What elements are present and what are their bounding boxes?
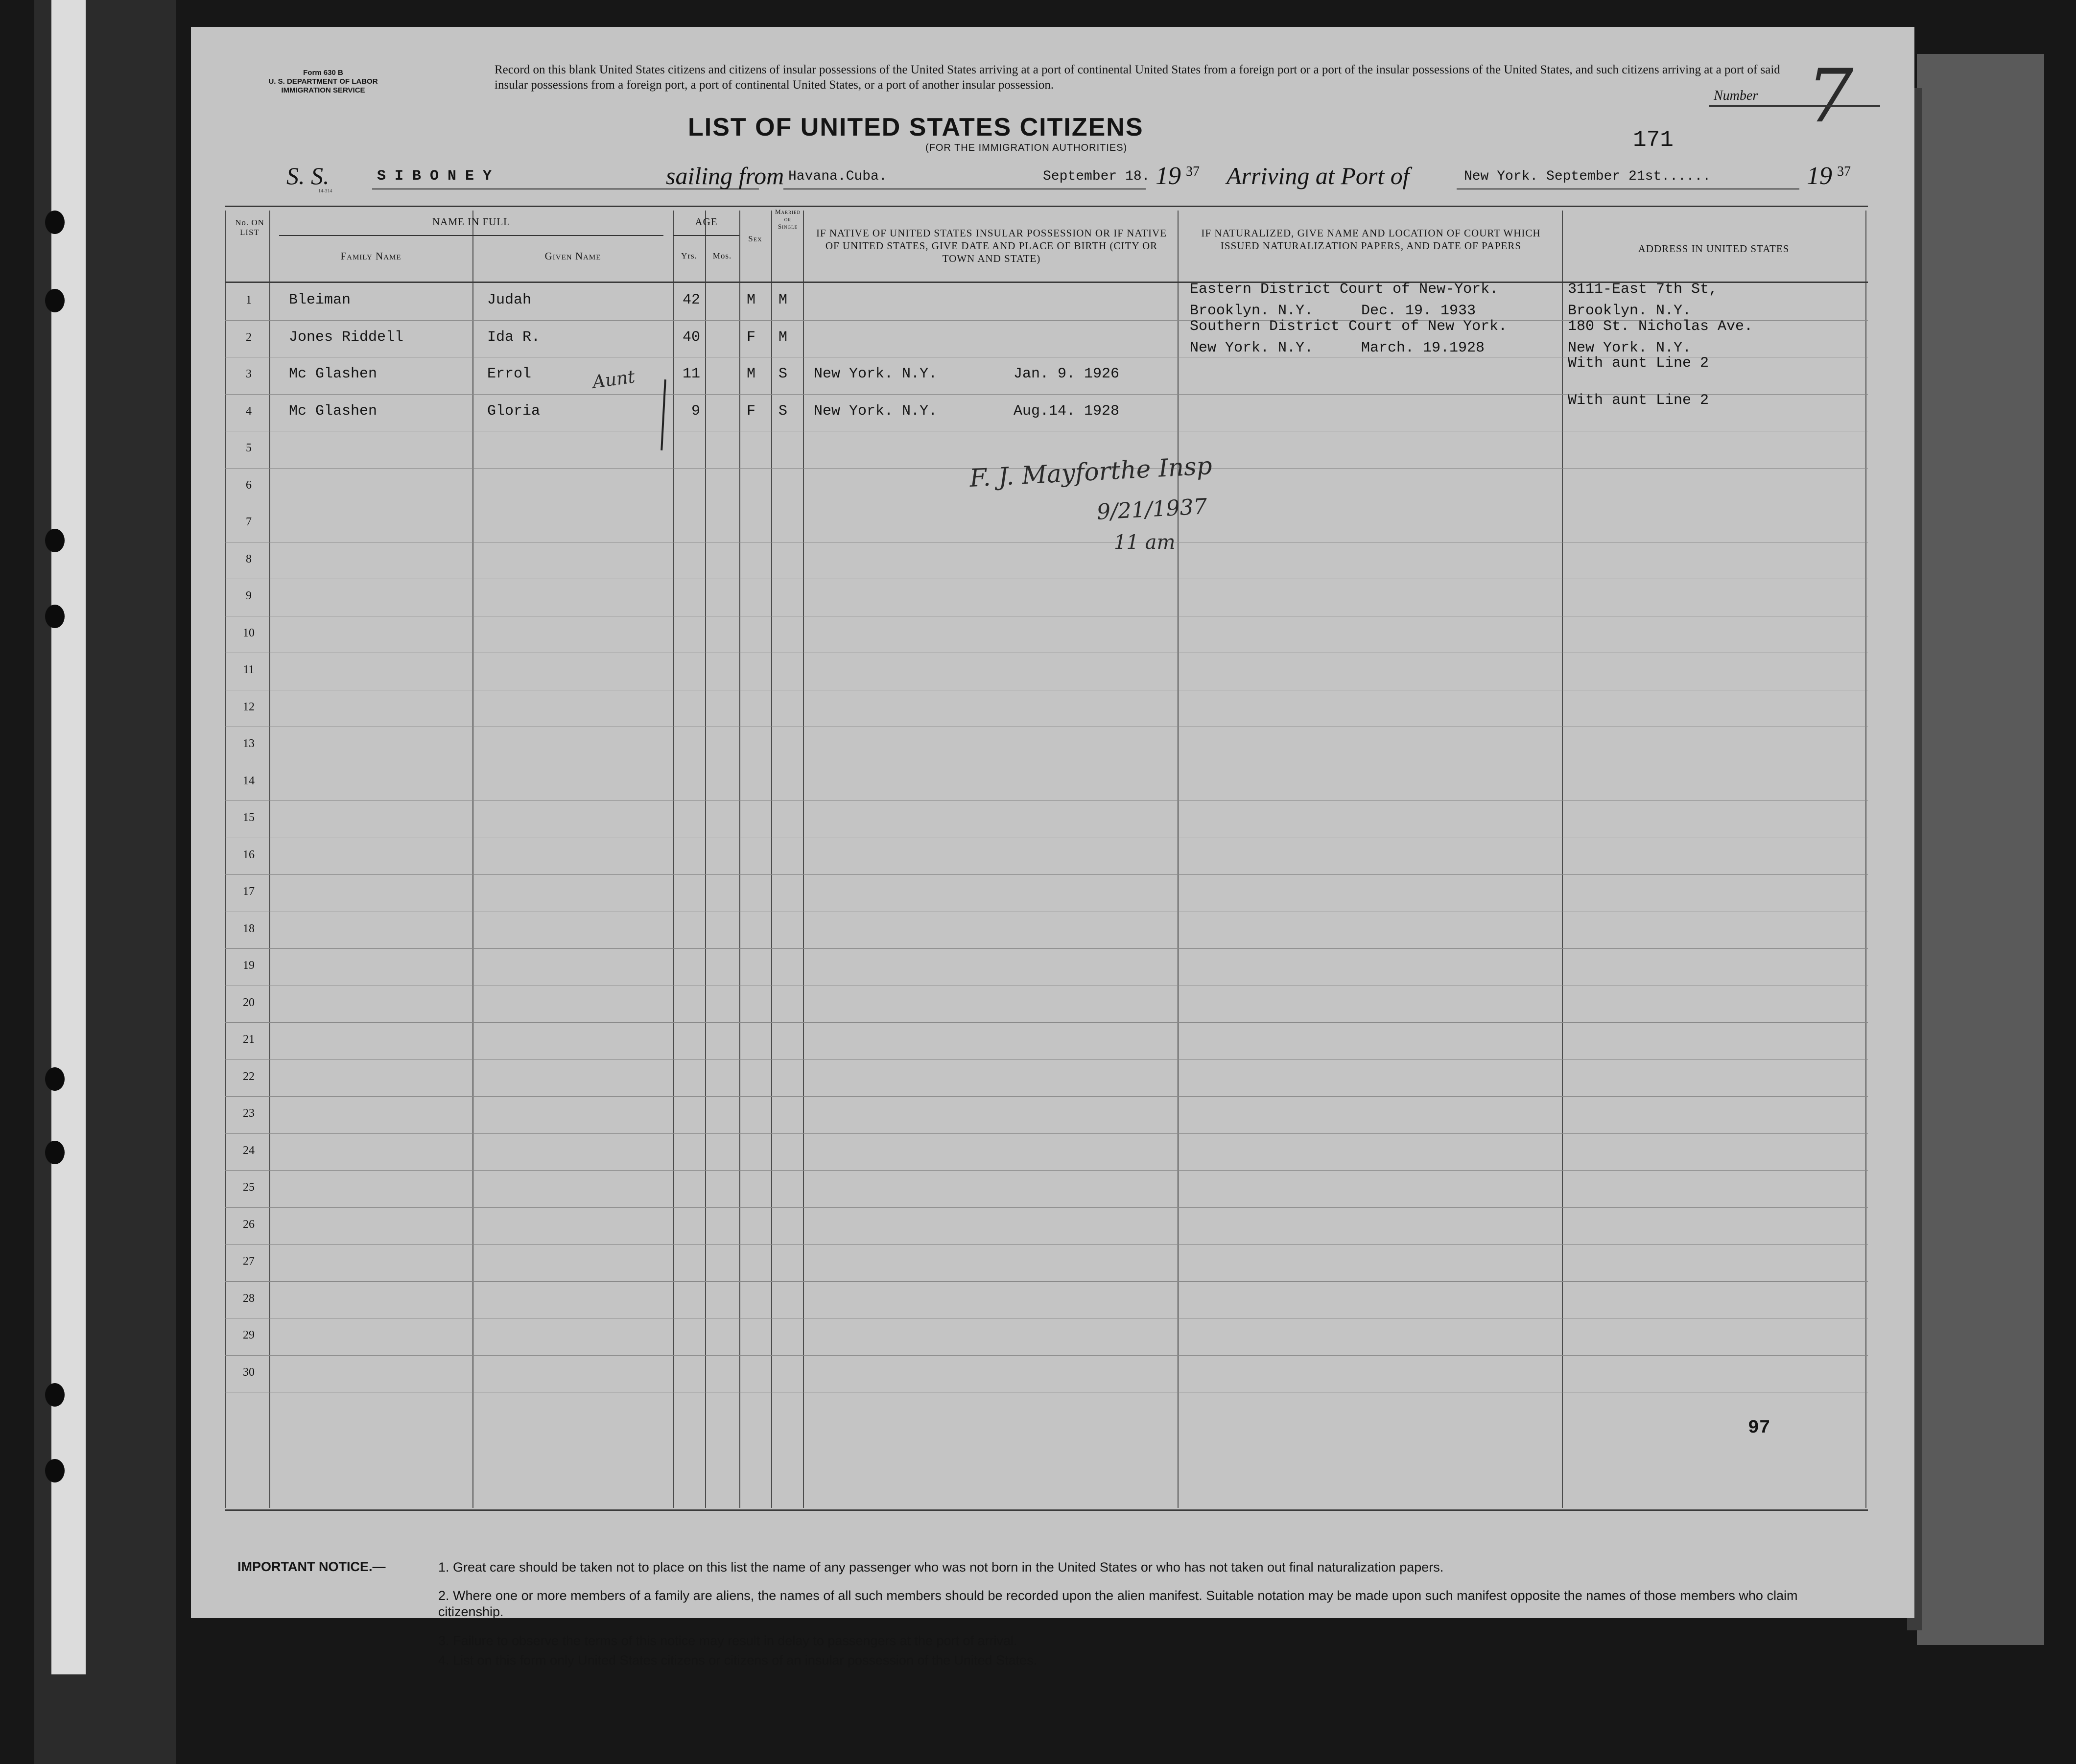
arrival-year-suffix: 37	[1837, 164, 1851, 179]
inspection-time: 11 am	[1114, 531, 1176, 554]
passenger-marital: S	[778, 366, 788, 382]
punch-hole	[45, 529, 65, 552]
passenger-sex: M	[747, 292, 756, 308]
header-married-single: Married or Single	[775, 208, 801, 230]
header-sex: Sex	[748, 234, 762, 243]
form-identification	[250, 69, 397, 95]
passenger-marital: M	[778, 329, 788, 346]
row-number: 23	[243, 1107, 255, 1120]
name-subrule	[279, 235, 663, 236]
row-rule	[225, 1281, 1868, 1282]
page-edge	[1917, 54, 2044, 1645]
row-number: 26	[243, 1218, 255, 1231]
notice-heading: IMPORTANT NOTICE.—	[237, 1559, 386, 1574]
printer-line: 14-314	[318, 188, 332, 194]
row-number: 7	[246, 516, 252, 528]
from-underline	[783, 188, 1146, 189]
number-underline	[1709, 105, 1880, 107]
passenger-address1: 180 St. Nicholas Ave.	[1568, 318, 1753, 335]
notice-item-3: 3. Failure to observe the terms of this notice may result in delay to passengers at the port of arrival.	[438, 1633, 1017, 1648]
col-divider	[1865, 211, 1866, 1508]
notice-item-1: 1. Great care should be taken not to place on this list the name of any passenger who was not born in the United States or who has not taken out final naturalization papers.	[438, 1560, 1444, 1575]
passenger-family: Jones Riddell	[289, 329, 404, 346]
punch-hole	[45, 605, 65, 628]
passenger-birthplace: New York. N.Y.	[814, 402, 938, 420]
punch-hole	[45, 211, 65, 234]
col-divider	[739, 211, 740, 1508]
page-subtitle: (FOR THE IMMIGRATION AUTHORITIES)	[925, 142, 1128, 153]
passenger-court: Southern District Court of New York.	[1190, 318, 1508, 335]
passenger-given: Errol	[487, 366, 532, 382]
col-divider	[472, 211, 473, 1508]
punch-hole	[45, 1383, 65, 1407]
departure-year-prefix: 19	[1156, 162, 1181, 190]
ss-label: S. S.	[286, 162, 330, 189]
age-subrule	[673, 235, 739, 236]
header-yrs: Yrs.	[681, 251, 697, 260]
form-number: Form 630 B	[303, 69, 343, 77]
passenger-family: Bleiman	[289, 292, 351, 308]
aunt-annotation: Aunt	[591, 367, 637, 393]
row-rule	[225, 1022, 1868, 1023]
col-divider	[1178, 211, 1179, 1508]
passenger-address1: With aunt Line 2	[1568, 355, 1709, 372]
passenger-birthdate: Aug.14. 1928	[1014, 402, 1120, 420]
number-value: 7	[1807, 54, 1854, 139]
row-number: 22	[243, 1070, 255, 1083]
sailing-label: sailing from	[666, 162, 784, 189]
passenger-court-date: March. 19.1928	[1361, 339, 1485, 356]
row-number: 5	[246, 442, 252, 454]
row-number: 3	[246, 368, 252, 380]
number-label: Number	[1714, 88, 1758, 103]
header-native: IF NATIVE OF UNITED STATES INSULAR POSSESSION OR IF NATIVE OF UNITED STATES, GIVE DATE AND PLACE OF BIRTH (CITY OR TOWN AND STATE)	[816, 227, 1167, 264]
punch-hole	[45, 1459, 65, 1482]
row-number: 30	[243, 1365, 255, 1379]
row-number: 1	[246, 294, 252, 306]
passenger-address2: Brooklyn. N.Y.	[1568, 303, 1692, 319]
row-number: 13	[243, 737, 255, 750]
row-number: 12	[243, 700, 255, 713]
passenger-yrs: 42	[682, 292, 700, 308]
passenger-marital: S	[778, 402, 788, 420]
row-rule	[225, 948, 1868, 949]
header-family-name: Family Name	[340, 250, 401, 262]
row-number: 8	[246, 552, 252, 565]
notice-item-2: 2. Where one or more members of a family are aliens, the names of all such members should be recorded upon the alien manifest. Suitable notation may be made upon such manifest opposite the names of those members who claim citizenship.	[438, 1588, 1798, 1619]
row-number: 28	[243, 1292, 255, 1305]
passenger-marital: M	[778, 292, 788, 308]
passenger-birthdate: Jan. 9. 1926	[1014, 366, 1120, 382]
passenger-address1: 3111-East 7th St,	[1568, 281, 1718, 298]
row-number: 29	[243, 1329, 255, 1341]
row-rule	[225, 1244, 1868, 1245]
departure-year-suffix: 37	[1186, 164, 1200, 179]
manifest-sheet	[191, 27, 1914, 1668]
row-number: 25	[243, 1181, 255, 1194]
passenger-address1: With aunt Line 2	[1568, 392, 1709, 409]
punch-hole	[45, 289, 65, 312]
row-number: 18	[243, 922, 255, 935]
row-rule	[225, 1096, 1868, 1097]
passenger-sex: F	[747, 329, 756, 346]
passenger-sex: M	[747, 366, 756, 382]
row-number: 27	[243, 1255, 255, 1268]
row-number: 9	[246, 589, 252, 602]
page-title: LIST OF UNITED STATES CITIZENS	[688, 113, 1144, 141]
header-mos: Mos.	[712, 251, 732, 260]
arrival-year-prefix: 19	[1807, 162, 1832, 190]
row-number: 16	[243, 848, 255, 861]
passenger-address2: New York. N.Y.	[1568, 339, 1692, 356]
row-number: 14	[243, 774, 255, 787]
passenger-sex: F	[747, 402, 756, 420]
col-divider	[673, 211, 674, 1508]
row-rule	[225, 1133, 1868, 1134]
row-number: 11	[243, 663, 255, 676]
passenger-court-date: Dec. 19. 1933	[1361, 303, 1476, 319]
record-note: Record on this blank United States citizens and citizens of insular possessions of the United States arriving at a port of continental United States from a foreign port or a port of the insular possessions of the United States, and such citizens arriving at a port of said insular possessions from a foreign port, a port of continental United States, or a port of another insular possession.	[495, 63, 1780, 92]
passenger-court: Eastern District Court of New-York.	[1190, 281, 1499, 298]
arrival-port-date: New York. September 21st......	[1464, 169, 1711, 184]
col-divider	[771, 211, 772, 1508]
col-divider	[1562, 211, 1563, 1508]
punch-hole	[45, 1141, 65, 1164]
binding-strip	[51, 0, 86, 1674]
passenger-given: Ida R.	[487, 329, 541, 346]
row-rule	[225, 1355, 1868, 1356]
row-number: 4	[246, 404, 252, 418]
header-no-on-list: No. ON LIST	[235, 218, 264, 237]
passenger-given: Judah	[487, 292, 532, 308]
header-name-in-full: NAME IN FULL	[432, 216, 510, 228]
row-rule	[225, 800, 1868, 801]
header-given-name: Given Name	[544, 250, 601, 262]
departure-date: September 18.	[1043, 169, 1150, 184]
row-number: 17	[243, 885, 255, 898]
passenger-yrs: 9	[691, 402, 700, 420]
passenger-yrs: 11	[682, 366, 700, 382]
service: IMMIGRATION SERVICE	[281, 86, 365, 94]
notice-item-4: 4. List on this form only United States citizens or citizens of an insular possession of the United States.	[438, 1653, 1038, 1668]
row-number: 21	[243, 1033, 255, 1046]
page-total: 97	[1748, 1417, 1770, 1438]
col-divider	[225, 211, 226, 1508]
row-number: 20	[243, 996, 255, 1009]
header-address: ADDRESS IN UNITED STATES	[1638, 243, 1790, 255]
row-number: 15	[243, 811, 255, 824]
arriving-label: Arriving at Port of	[1227, 162, 1410, 189]
department: U. S. DEPARTMENT OF LABOR	[268, 77, 378, 86]
passenger-birthplace: New York. N.Y.	[814, 366, 938, 382]
stamp-number: 171	[1633, 127, 1674, 153]
col-divider	[705, 211, 706, 1508]
row-rule	[225, 1207, 1868, 1208]
row-rule	[225, 1170, 1868, 1171]
row-rule	[225, 1059, 1868, 1060]
passenger-court-location: New York. N.Y.	[1190, 339, 1314, 356]
passenger-family: Mc Glashen	[289, 402, 377, 420]
passenger-family: Mc Glashen	[289, 366, 377, 382]
header-age: AGE	[695, 216, 718, 228]
col-divider	[803, 211, 804, 1508]
passenger-yrs: 40	[682, 329, 700, 346]
ship-name: S I B O N E Y	[377, 168, 492, 185]
passenger-given: Gloria	[487, 402, 541, 420]
from-port: Havana.Cuba.	[788, 169, 887, 184]
col-divider	[269, 211, 270, 1508]
inspector-signature: F. J. Mayforthe Insp	[968, 451, 1213, 493]
row-rule	[225, 874, 1868, 875]
row-number: 19	[243, 959, 255, 972]
row-number: 24	[243, 1144, 255, 1157]
header-naturalized: IF NATURALIZED, GIVE NAME AND LOCATION OF COURT WHICH ISSUED NATURALIZATION PAPERS, AND DATE OF PAPERS	[1201, 227, 1541, 252]
punch-hole	[45, 1067, 65, 1091]
row-number: 6	[246, 478, 252, 492]
arrival-underline	[1457, 188, 1799, 189]
inspection-date: 9/21/1937	[1096, 494, 1208, 525]
row-number: 2	[246, 330, 252, 344]
passenger-court-location: Brooklyn. N.Y.	[1190, 303, 1314, 319]
row-number: 10	[243, 626, 255, 639]
